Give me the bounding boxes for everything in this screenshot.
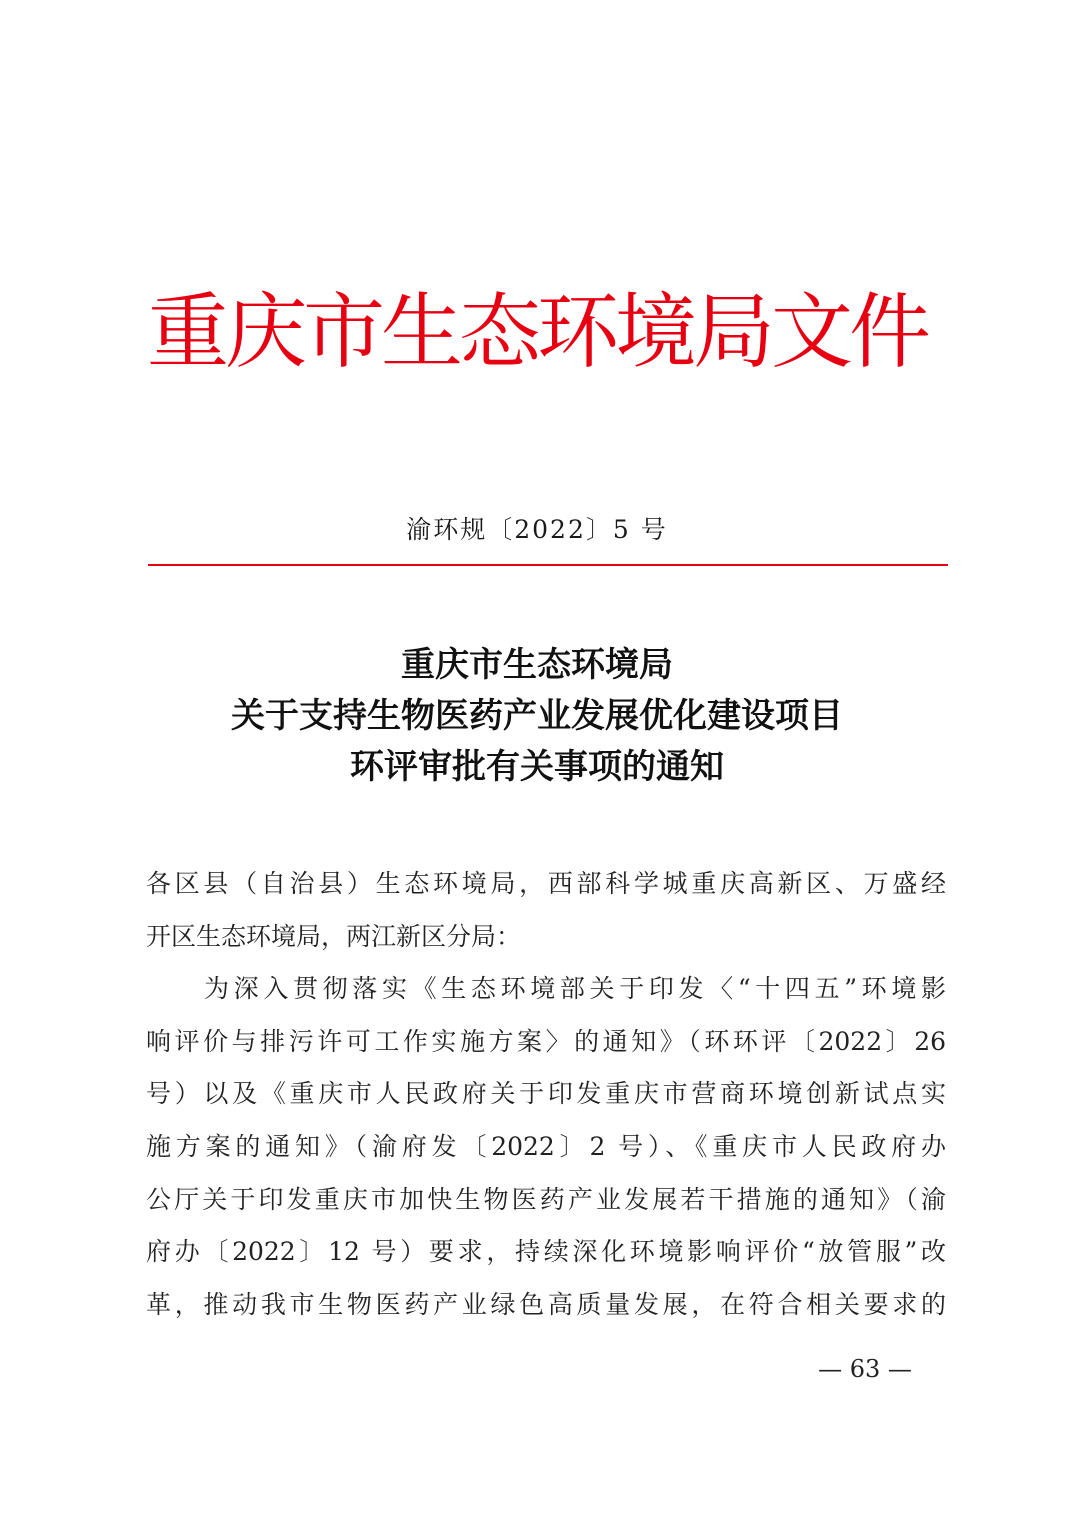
- red-divider-rule: [148, 564, 948, 566]
- addressee-line: 开区生态环境局，两江新区分局：: [146, 921, 522, 951]
- paragraph-line: 革，推动我市生物医药产业绿色高质量发展，在符合相关要求的: [146, 1289, 946, 1319]
- paragraph-line: 府办〔2022〕12 号）要求，持续深化环境影响评价“放管服”改: [146, 1237, 946, 1267]
- title-line: 关于支持生物医药产业发展优化建设项目: [231, 696, 843, 736]
- paragraph-line: 公厅关于印发重庆市加快生物医药产业发展若干措施的通知》（渝: [146, 1184, 946, 1214]
- paragraph-line: 响评价与排污许可工作实施方案〉的通知》（环环评〔2022〕26: [146, 1026, 946, 1056]
- document-masthead: 重庆市生态环境局文件: [146, 285, 927, 380]
- paragraph-line: 号）以及《重庆市人民政府关于印发重庆市营商环境创新试点实: [146, 1079, 946, 1109]
- document-body: [146, 858, 946, 1331]
- page-number: — 63 —: [818, 1355, 912, 1383]
- title-line: 重庆市生态环境局: [401, 645, 673, 685]
- paragraph-line: 施方案的通知》（渝府发〔2022〕2 号）、《重庆市人民政府办: [146, 1131, 946, 1161]
- addressee-line: 各区县（自治县）生态环境局，西部科学城重庆高新区、万盛经: [146, 869, 946, 898]
- document-title: [0, 640, 1074, 793]
- paragraph-line: 为深入贯彻落实《生态环境部关于印发〈“十四五”环境影: [204, 974, 946, 1004]
- title-line: 环评审批有关事项的通知: [350, 747, 724, 787]
- document-number: 渝环规〔2022〕5 号: [406, 515, 668, 544]
